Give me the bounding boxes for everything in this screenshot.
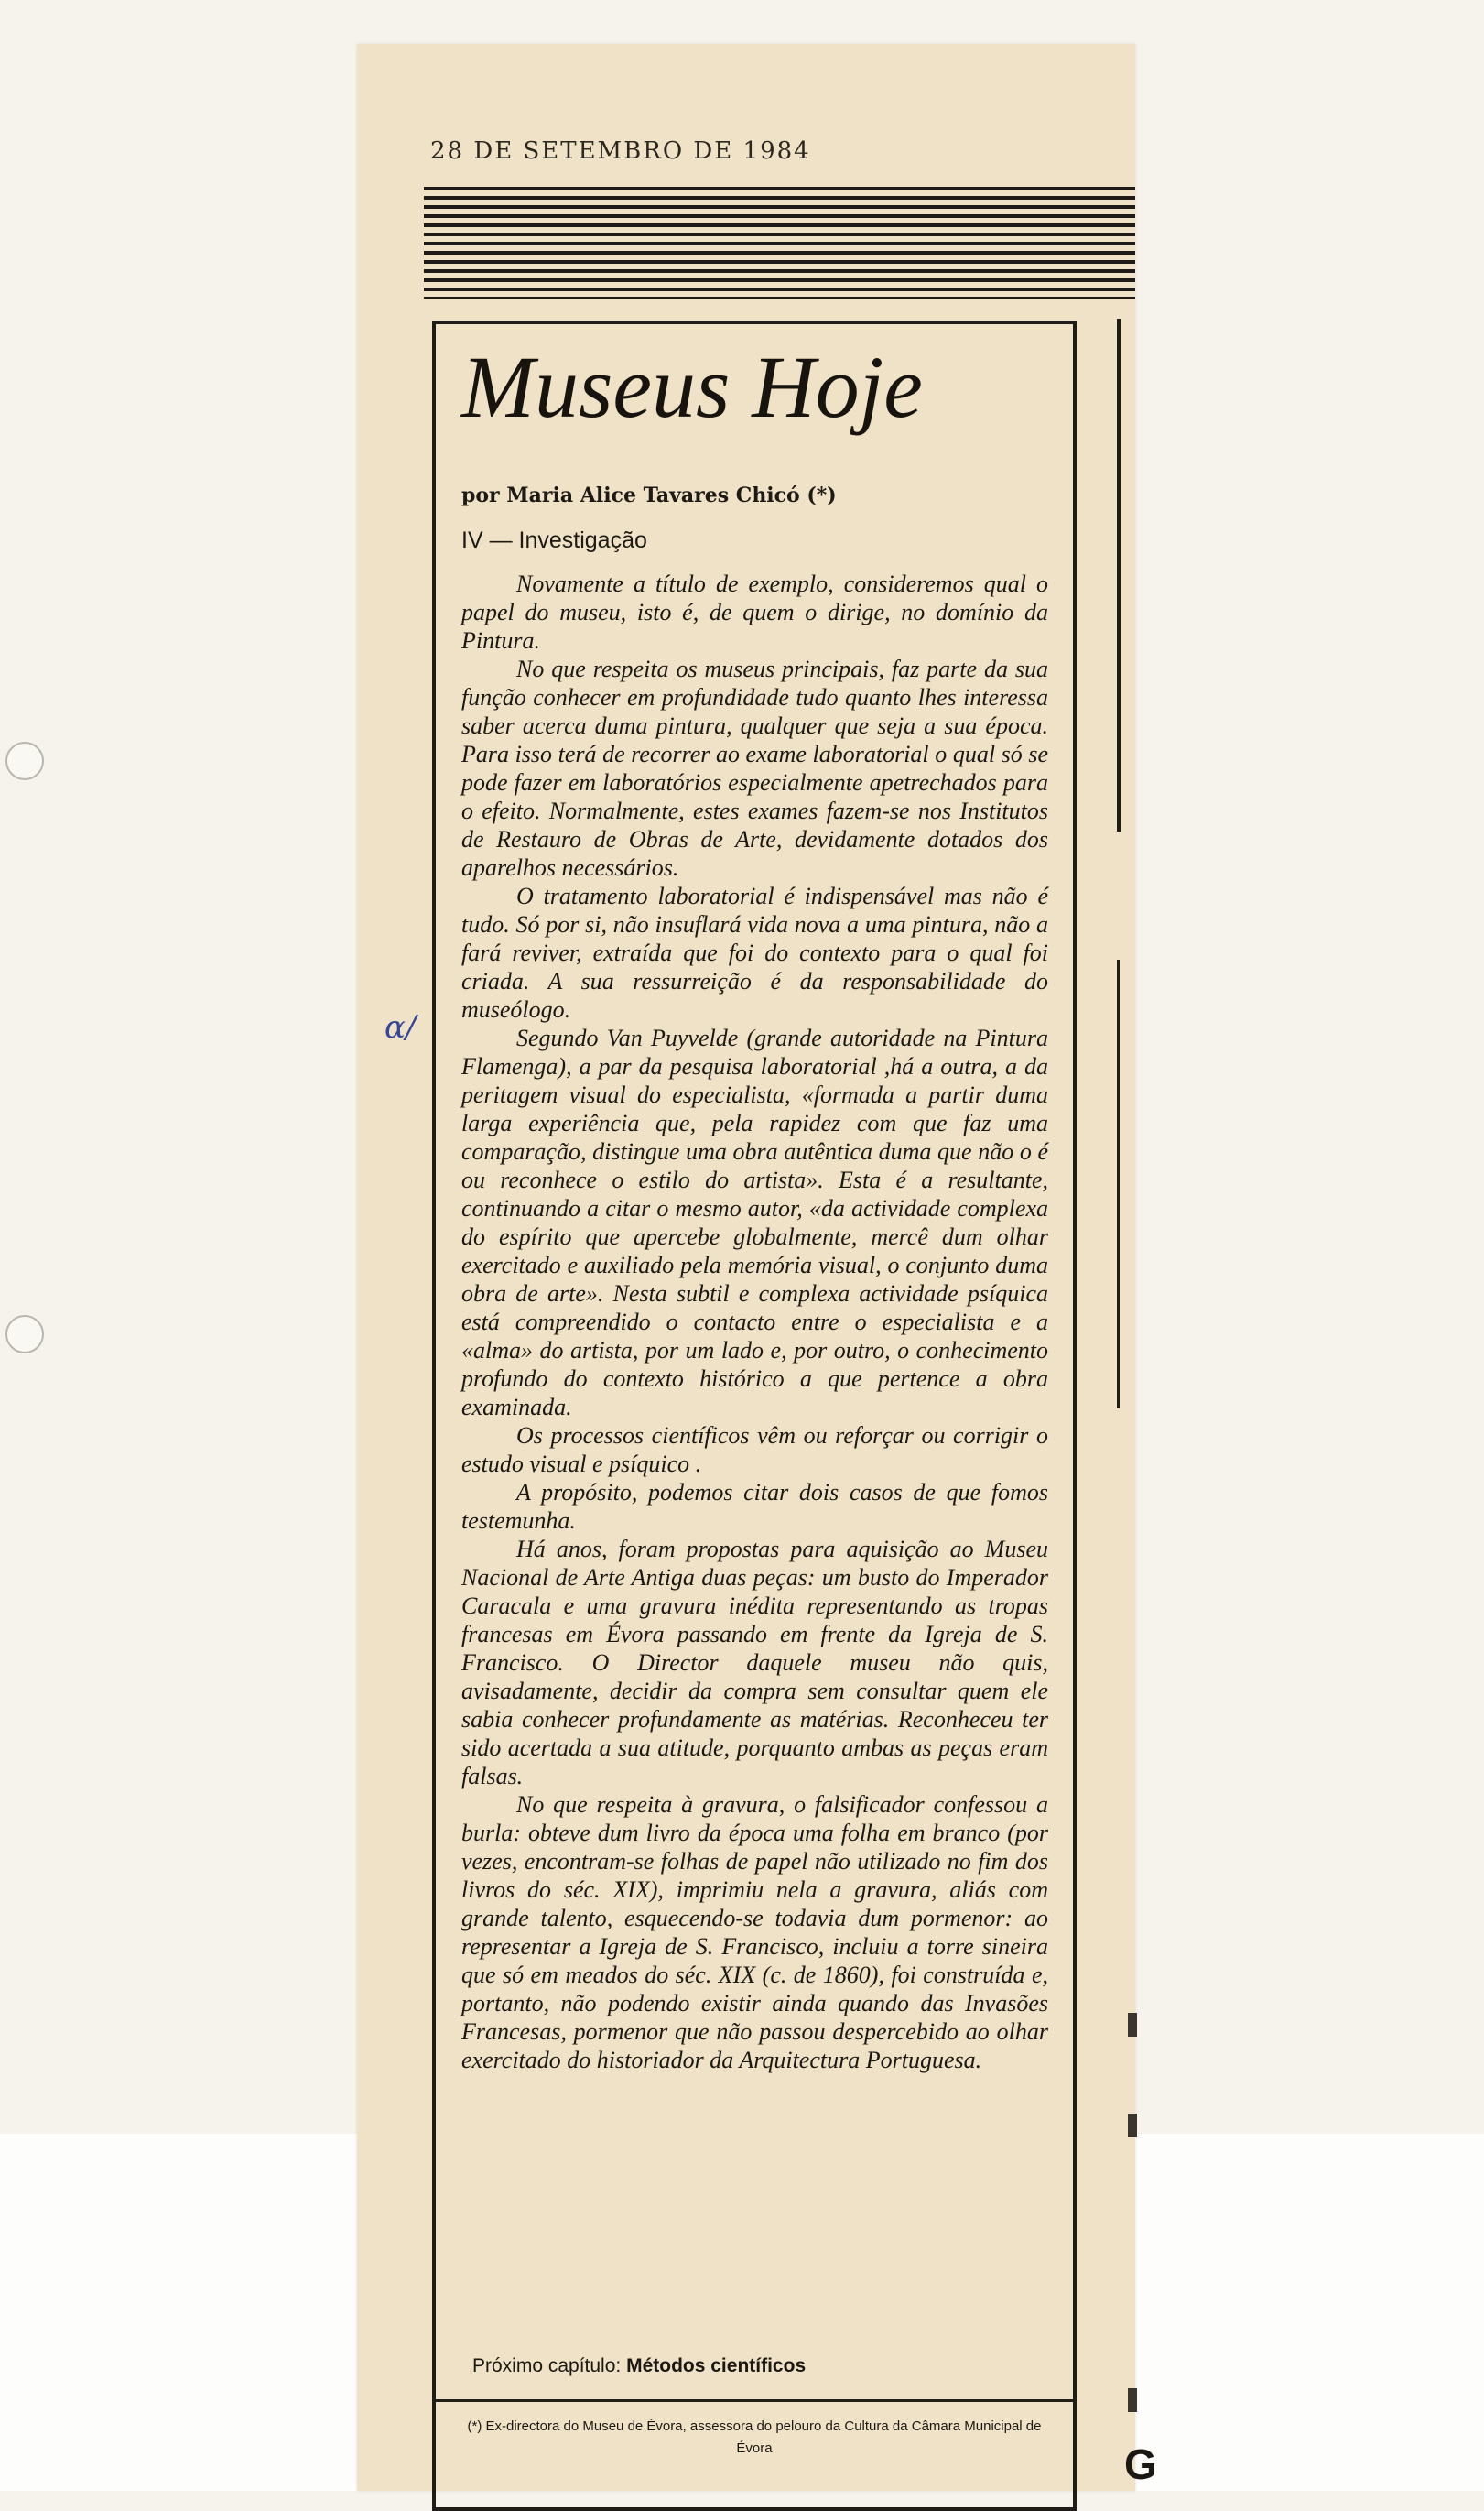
footnote-divider <box>436 2399 1073 2402</box>
next-chapter <box>472 2355 806 2377</box>
paragraph: No que respeita à gravura, o falsificador confessou a burla: obteve dum livro da época uma folha em branco (por vezes, encontram-se folhas de papel não utilizado no fim dos livros do séc. XIX), imprimiu nela a gravura, aliás com grande talento, esquecendo-se todavia dum pormenor: ao representar a Igreja de S. Francisco, incluiu a torre sineira que só em meados do séc. XIX (c. de 1860), foi construída e, portanto, não podendo existir ainda quando das Invasões Francesas, pormenor que não passou despercebido ao olhar exercitado do historiador da Arquitectura Portuguesa. <box>461 1791 1048 2073</box>
adjacent-article-edge <box>1117 319 1135 832</box>
paragraph: No que respeita os museus principais, faz parte da sua função conhecer em profundidade tudo quanto lhes interessa saber acerca duma pintura, qualquer que seja a sua época. Para isso terá de recorrer ao exame laboratorial o qual só se pode fazer em laboratórios especialmente apetrechados para o efeito. Normalmente, estes exames fazem-se nos Institutos de Restauro de Obras de Arte, devidamente dotados dos aparelhos necessários. <box>461 656 1048 881</box>
publication-date: 28 DE SETEMBRO DE 1984 <box>430 137 811 165</box>
paragraph: A propósito, podemos citar dois casos de que fomos testemunha. <box>461 1479 1048 1534</box>
adjacent-article-edge <box>1117 960 1135 1408</box>
section-heading: IV — Investigação <box>461 527 647 553</box>
masthead-rules <box>424 187 1135 299</box>
next-chapter-title: Métodos científicos <box>626 2355 807 2376</box>
adjacent-text-fragment <box>1128 2388 1137 2412</box>
paragraph: Os processos científicos vêm ou reforçar ou corrigir o estudo visual e psíquico . <box>461 1422 1048 1477</box>
paragraph: Novamente a título de exemplo, consideremos qual o papel do museu, isto é, de quem o dirige, no domínio da Pintura. <box>461 571 1048 654</box>
newspaper-clipping <box>357 44 1157 2491</box>
paragraph: O tratamento laboratorial é indispensável mas não é tudo. Só por si, não insuflará vida nova a uma pintura, não a fará reviver, extraída que foi do contexto para o qual foi criada. A sua ressurreição é da responsabilidade do museólogo. <box>461 883 1048 1023</box>
footnote: (*) Ex-directora do Museu de Évora, assessora do pelouro da Cultura da Câmara Municipal de Évora <box>467 2419 1042 2456</box>
byline: por Maria Alice Tavares Chicó (*) <box>461 484 837 507</box>
article-box <box>432 321 1077 2511</box>
paragraph: Segundo Van Puyvelde (grande autoridade na Pintura Flamenga), a par da pesquisa laboratorial ,há a outra, a da peritagem visual do especialista, «formada a partir duma larga experiência que, pela rapidez com que faz uma comparação, distingue uma obra autêntica duma que não o é ou reconhece o estilo do artista». Esta é a resultante, continuando a citar o mesmo autor, «da actividade complexa do espírito que apercebe globalmente, mercê dum olhar exercitado e auxiliado pela memória visual, o conjunto duma obra de arte». Nesta subtil e complexa actividade psíquica está compreendido o contacto entre o especialista e a «alma» do artista, por um lado e, por outro, o conhecimento profundo do contexto histórico a que pertence a obra examinada. <box>461 1025 1048 1420</box>
adjacent-text-fragment <box>1128 2114 1137 2137</box>
article-title: Museus Hoje <box>461 338 923 436</box>
adjacent-column-letter: G <box>1124 2440 1157 2488</box>
next-chapter-label: Próximo capítulo: <box>472 2355 622 2376</box>
punch-hole <box>5 742 44 780</box>
punch-hole <box>5 1315 44 1353</box>
handwritten-mark: α/ <box>385 1009 417 1046</box>
article-body <box>461 570 1048 2074</box>
paragraph: Há anos, foram propostas para aquisição ao Museu Nacional de Arte Antiga duas peças: um busto do Imperador Caracala e uma gravura inédita representando as tropas francesas em Évora passando em frente da Igreja de S. Francisco. O Director daquele museu não quis, avisadamente, decidir da compra sem consultar quem ele sabia conhecer profundamente as matérias. Reconheceu ter sido acertada a sua atitude, porquanto ambas as peças eram falsas. <box>461 1536 1048 1789</box>
adjacent-text-fragment <box>1128 2013 1137 2037</box>
